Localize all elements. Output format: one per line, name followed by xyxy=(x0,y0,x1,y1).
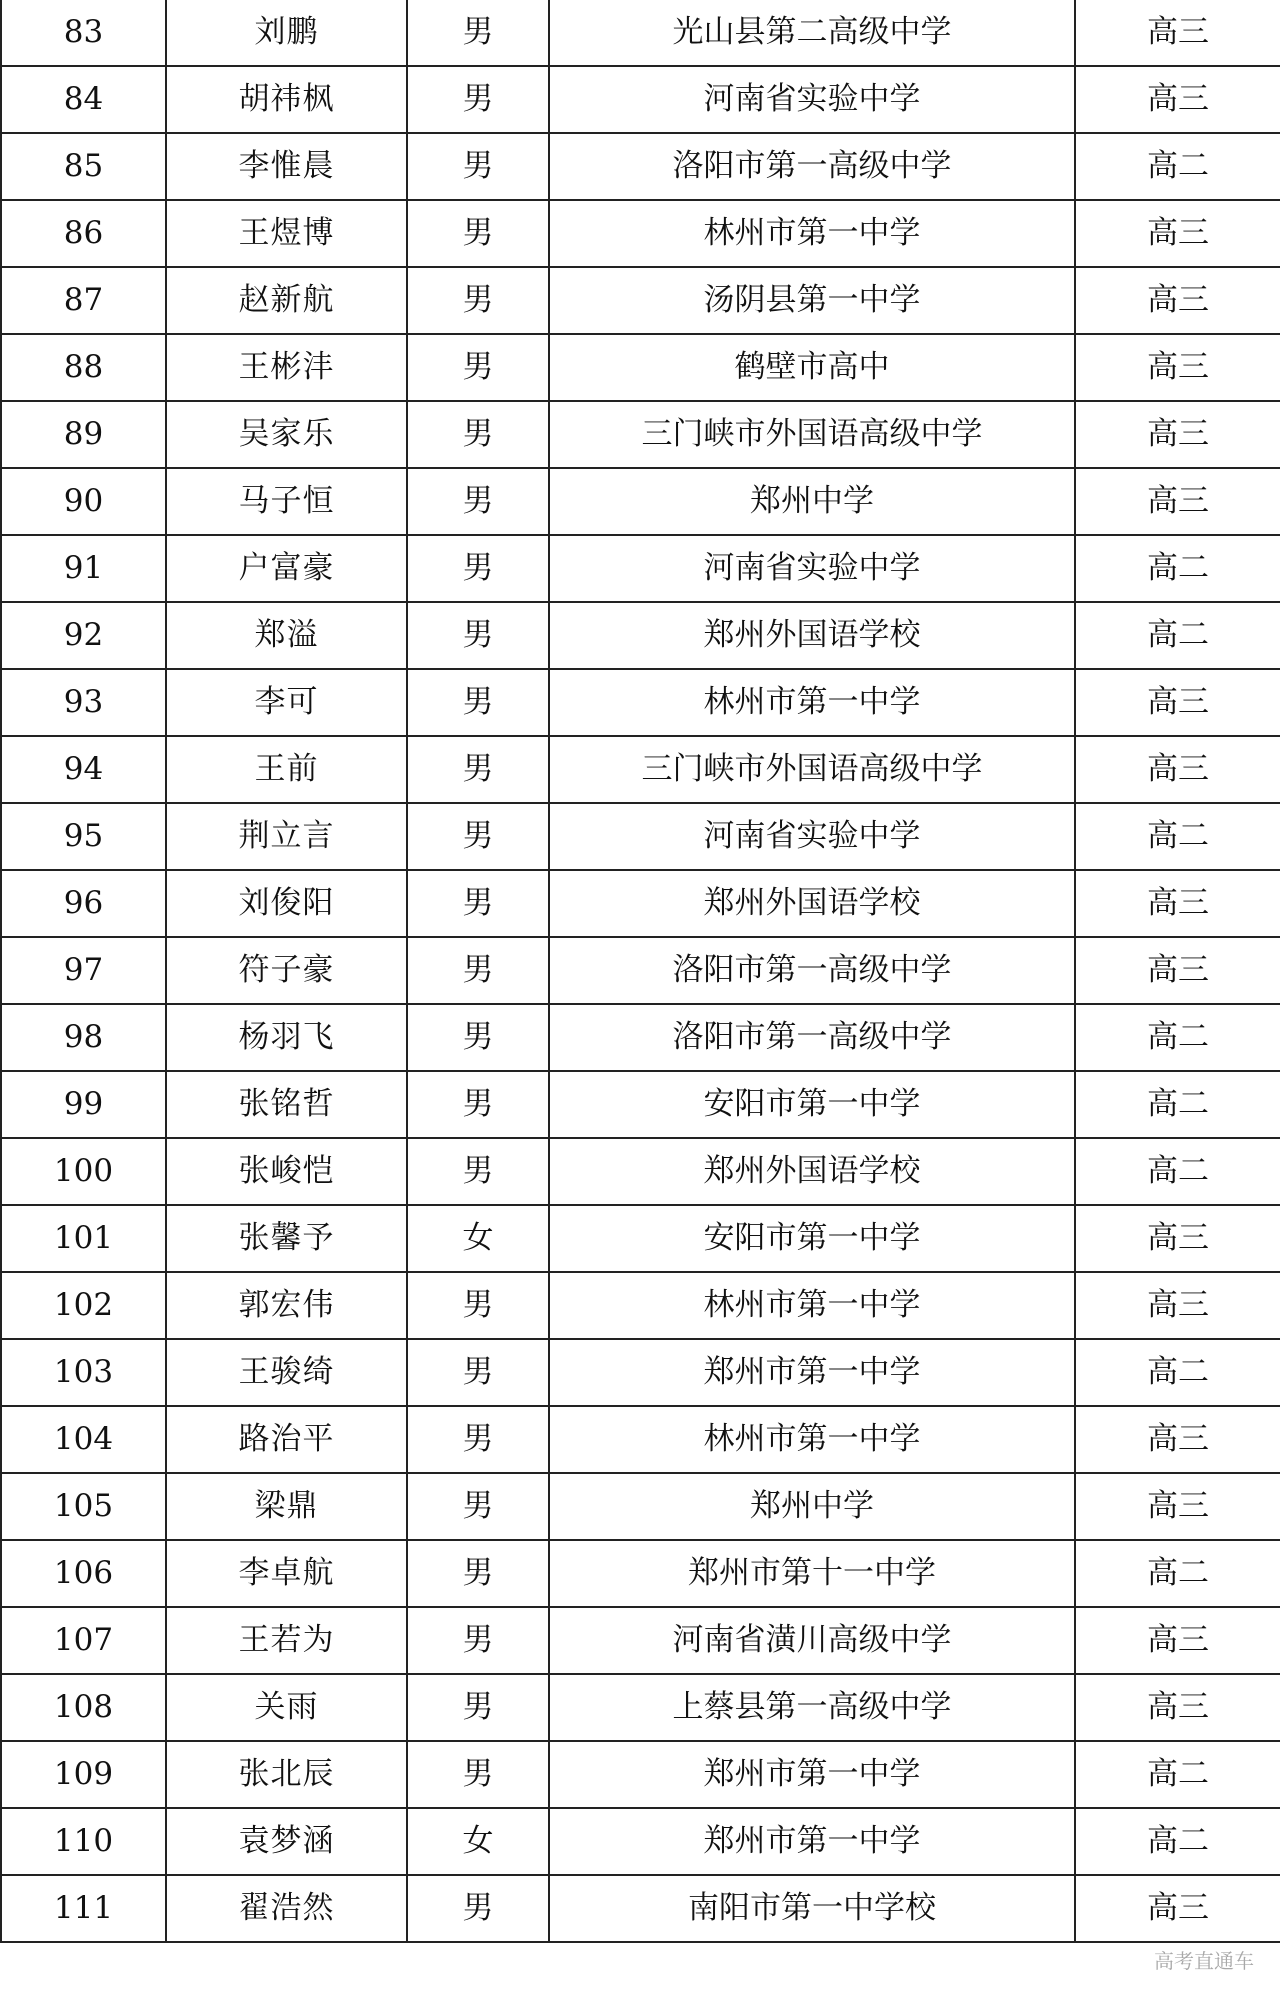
table-row xyxy=(1,1808,1280,1875)
row-number-cell: 93 xyxy=(1,669,166,736)
grade-cell: 高二 xyxy=(1075,602,1280,669)
grade-cell: 高二 xyxy=(1075,1540,1280,1607)
table-row xyxy=(1,66,1280,133)
school-name-cell: 三门峡市外国语高级中学 xyxy=(549,401,1075,468)
gender-cell: 男 xyxy=(407,0,549,66)
student-name-cell: 张铭哲 xyxy=(166,1071,407,1138)
row-number-cell: 102 xyxy=(1,1272,166,1339)
gender-cell: 男 xyxy=(407,669,549,736)
school-name-cell: 郑州市第一中学 xyxy=(549,1339,1075,1406)
grade-cell: 高三 xyxy=(1075,1406,1280,1473)
row-number-cell: 89 xyxy=(1,401,166,468)
table-row xyxy=(1,334,1280,401)
student-name-cell: 郑溢 xyxy=(166,602,407,669)
row-number-cell: 96 xyxy=(1,870,166,937)
gender-cell: 男 xyxy=(407,1674,549,1741)
school-name-cell: 河南省实验中学 xyxy=(549,66,1075,133)
school-name-cell: 洛阳市第一高级中学 xyxy=(549,133,1075,200)
student-name-cell: 王煜博 xyxy=(166,200,407,267)
grade-cell: 高三 xyxy=(1075,937,1280,1004)
school-name-cell: 安阳市第一中学 xyxy=(549,1205,1075,1272)
student-name-cell: 荆立言 xyxy=(166,803,407,870)
grade-cell: 高三 xyxy=(1075,1473,1280,1540)
student-name-cell: 梁鼎 xyxy=(166,1473,407,1540)
school-name-cell: 鹤壁市高中 xyxy=(549,334,1075,401)
grade-cell: 高二 xyxy=(1075,1004,1280,1071)
row-number-cell: 84 xyxy=(1,66,166,133)
gender-cell: 男 xyxy=(407,1138,549,1205)
row-number-cell: 86 xyxy=(1,200,166,267)
row-number-cell: 87 xyxy=(1,267,166,334)
grade-cell: 高三 xyxy=(1075,334,1280,401)
table-row xyxy=(1,1406,1280,1473)
gender-cell: 男 xyxy=(407,401,549,468)
row-number-cell: 110 xyxy=(1,1808,166,1875)
table-row xyxy=(1,1875,1280,1942)
school-name-cell: 林州市第一中学 xyxy=(549,1406,1075,1473)
grade-cell: 高三 xyxy=(1075,1674,1280,1741)
gender-cell: 男 xyxy=(407,1741,549,1808)
gender-cell: 男 xyxy=(407,1406,549,1473)
student-name-cell: 马子恒 xyxy=(166,468,407,535)
grade-cell: 高二 xyxy=(1075,1071,1280,1138)
table-row xyxy=(1,1339,1280,1406)
table-row xyxy=(1,1607,1280,1674)
student-name-cell: 王彬沣 xyxy=(166,334,407,401)
gender-cell: 男 xyxy=(407,736,549,803)
row-number-cell: 94 xyxy=(1,736,166,803)
row-number-cell: 101 xyxy=(1,1205,166,1272)
table-row xyxy=(1,401,1280,468)
student-name-cell: 吴家乐 xyxy=(166,401,407,468)
grade-cell: 高三 xyxy=(1075,200,1280,267)
table-row xyxy=(1,736,1280,803)
table-row xyxy=(1,870,1280,937)
student-name-cell: 户富豪 xyxy=(166,535,407,602)
gender-cell: 男 xyxy=(407,200,549,267)
student-name-cell: 李惟晨 xyxy=(166,133,407,200)
table-row xyxy=(1,133,1280,200)
grade-cell: 高三 xyxy=(1075,401,1280,468)
gender-cell: 男 xyxy=(407,267,549,334)
school-name-cell: 林州市第一中学 xyxy=(549,669,1075,736)
gender-cell: 男 xyxy=(407,1540,549,1607)
grade-cell: 高二 xyxy=(1075,133,1280,200)
grade-cell: 高三 xyxy=(1075,267,1280,334)
student-name-cell: 刘鹏 xyxy=(166,0,407,66)
student-name-cell: 关雨 xyxy=(166,1674,407,1741)
school-name-cell: 郑州外国语学校 xyxy=(549,1138,1075,1205)
gender-cell: 男 xyxy=(407,1004,549,1071)
row-number-cell: 109 xyxy=(1,1741,166,1808)
school-name-cell: 郑州外国语学校 xyxy=(549,602,1075,669)
gender-cell: 男 xyxy=(407,870,549,937)
school-name-cell: 郑州中学 xyxy=(549,468,1075,535)
row-number-cell: 88 xyxy=(1,334,166,401)
student-name-cell: 路治平 xyxy=(166,1406,407,1473)
table-row xyxy=(1,1071,1280,1138)
table-row xyxy=(1,937,1280,1004)
table-row xyxy=(1,602,1280,669)
row-number-cell: 91 xyxy=(1,535,166,602)
gender-cell: 男 xyxy=(407,1339,549,1406)
grade-cell: 高三 xyxy=(1075,870,1280,937)
row-number-cell: 98 xyxy=(1,1004,166,1071)
school-name-cell: 汤阴县第一中学 xyxy=(549,267,1075,334)
school-name-cell: 洛阳市第一高级中学 xyxy=(549,937,1075,1004)
student-name-cell: 翟浩然 xyxy=(166,1875,407,1942)
row-number-cell: 100 xyxy=(1,1138,166,1205)
school-name-cell: 郑州市第一中学 xyxy=(549,1808,1075,1875)
table-row xyxy=(1,0,1280,66)
row-number-cell: 85 xyxy=(1,133,166,200)
row-number-cell: 90 xyxy=(1,468,166,535)
row-number-cell: 111 xyxy=(1,1875,166,1942)
gender-cell: 女 xyxy=(407,1205,549,1272)
gender-cell: 男 xyxy=(407,133,549,200)
grade-cell: 高二 xyxy=(1075,1808,1280,1875)
student-name-cell: 李卓航 xyxy=(166,1540,407,1607)
row-number-cell: 92 xyxy=(1,602,166,669)
table-row xyxy=(1,803,1280,870)
school-name-cell: 上蔡县第一高级中学 xyxy=(549,1674,1075,1741)
school-name-cell: 洛阳市第一高级中学 xyxy=(549,1004,1075,1071)
grade-cell: 高二 xyxy=(1075,1138,1280,1205)
gender-cell: 男 xyxy=(407,1071,549,1138)
student-name-cell: 杨羽飞 xyxy=(166,1004,407,1071)
school-name-cell: 郑州外国语学校 xyxy=(549,870,1075,937)
school-name-cell: 南阳市第一中学校 xyxy=(549,1875,1075,1942)
gender-cell: 男 xyxy=(407,1875,549,1942)
school-name-cell: 林州市第一中学 xyxy=(549,1272,1075,1339)
table-row xyxy=(1,1540,1280,1607)
school-name-cell: 光山县第二高级中学 xyxy=(549,0,1075,66)
gender-cell: 男 xyxy=(407,602,549,669)
table-row xyxy=(1,1272,1280,1339)
gender-cell: 女 xyxy=(407,1808,549,1875)
grade-cell: 高二 xyxy=(1075,1339,1280,1406)
row-number-cell: 95 xyxy=(1,803,166,870)
grade-cell: 高三 xyxy=(1075,1875,1280,1942)
table-row xyxy=(1,669,1280,736)
table-row xyxy=(1,1004,1280,1071)
gender-cell: 男 xyxy=(407,937,549,1004)
gender-cell: 男 xyxy=(407,334,549,401)
student-name-cell: 王骏绮 xyxy=(166,1339,407,1406)
table-row xyxy=(1,1741,1280,1808)
gender-cell: 男 xyxy=(407,1473,549,1540)
gender-cell: 男 xyxy=(407,1607,549,1674)
student-name-cell: 胡祎枫 xyxy=(166,66,407,133)
school-name-cell: 河南省实验中学 xyxy=(549,535,1075,602)
table-row xyxy=(1,535,1280,602)
table-row xyxy=(1,1473,1280,1540)
row-number-cell: 103 xyxy=(1,1339,166,1406)
school-name-cell: 河南省实验中学 xyxy=(549,803,1075,870)
student-name-cell: 张峻恺 xyxy=(166,1138,407,1205)
grade-cell: 高三 xyxy=(1075,66,1280,133)
row-number-cell: 104 xyxy=(1,1406,166,1473)
school-name-cell: 郑州中学 xyxy=(549,1473,1075,1540)
gender-cell: 男 xyxy=(407,66,549,133)
table-row xyxy=(1,200,1280,267)
gender-cell: 男 xyxy=(407,535,549,602)
table-row xyxy=(1,1674,1280,1741)
row-number-cell: 105 xyxy=(1,1473,166,1540)
grade-cell: 高三 xyxy=(1075,1272,1280,1339)
gender-cell: 男 xyxy=(407,803,549,870)
student-name-cell: 符子豪 xyxy=(166,937,407,1004)
school-name-cell: 林州市第一中学 xyxy=(549,200,1075,267)
student-name-cell: 赵新航 xyxy=(166,267,407,334)
row-number-cell: 83 xyxy=(1,0,166,66)
student-name-cell: 王前 xyxy=(166,736,407,803)
student-name-cell: 王若为 xyxy=(166,1607,407,1674)
grade-cell: 高三 xyxy=(1075,669,1280,736)
school-name-cell: 三门峡市外国语高级中学 xyxy=(549,736,1075,803)
row-number-cell: 107 xyxy=(1,1607,166,1674)
row-number-cell: 108 xyxy=(1,1674,166,1741)
table-row xyxy=(1,1205,1280,1272)
grade-cell: 高三 xyxy=(1075,468,1280,535)
student-name-cell: 袁梦涵 xyxy=(166,1808,407,1875)
grade-cell: 高二 xyxy=(1075,803,1280,870)
gender-cell: 男 xyxy=(407,468,549,535)
student-name-cell: 李可 xyxy=(166,669,407,736)
school-name-cell: 河南省潢川高级中学 xyxy=(549,1607,1075,1674)
row-number-cell: 99 xyxy=(1,1071,166,1138)
school-name-cell: 郑州市第一中学 xyxy=(549,1741,1075,1808)
watermark-text: 高考直通车 xyxy=(1154,1949,1254,1973)
grade-cell: 高三 xyxy=(1075,1205,1280,1272)
school-name-cell: 安阳市第一中学 xyxy=(549,1071,1075,1138)
student-name-cell: 张北辰 xyxy=(166,1741,407,1808)
table-row xyxy=(1,1138,1280,1205)
grade-cell: 高三 xyxy=(1075,1607,1280,1674)
student-name-cell: 刘俊阳 xyxy=(166,870,407,937)
table-row xyxy=(1,468,1280,535)
row-number-cell: 106 xyxy=(1,1540,166,1607)
school-name-cell: 郑州市第十一中学 xyxy=(549,1540,1075,1607)
table-row xyxy=(1,267,1280,334)
row-number-cell: 97 xyxy=(1,937,166,1004)
student-name-cell: 张馨予 xyxy=(166,1205,407,1272)
grade-cell: 高二 xyxy=(1075,535,1280,602)
grade-cell: 高二 xyxy=(1075,1741,1280,1808)
gender-cell: 男 xyxy=(407,1272,549,1339)
student-list-body xyxy=(1,0,1280,1942)
grade-cell: 高三 xyxy=(1075,736,1280,803)
student-name-cell: 郭宏伟 xyxy=(166,1272,407,1339)
grade-cell: 高三 xyxy=(1075,0,1280,66)
